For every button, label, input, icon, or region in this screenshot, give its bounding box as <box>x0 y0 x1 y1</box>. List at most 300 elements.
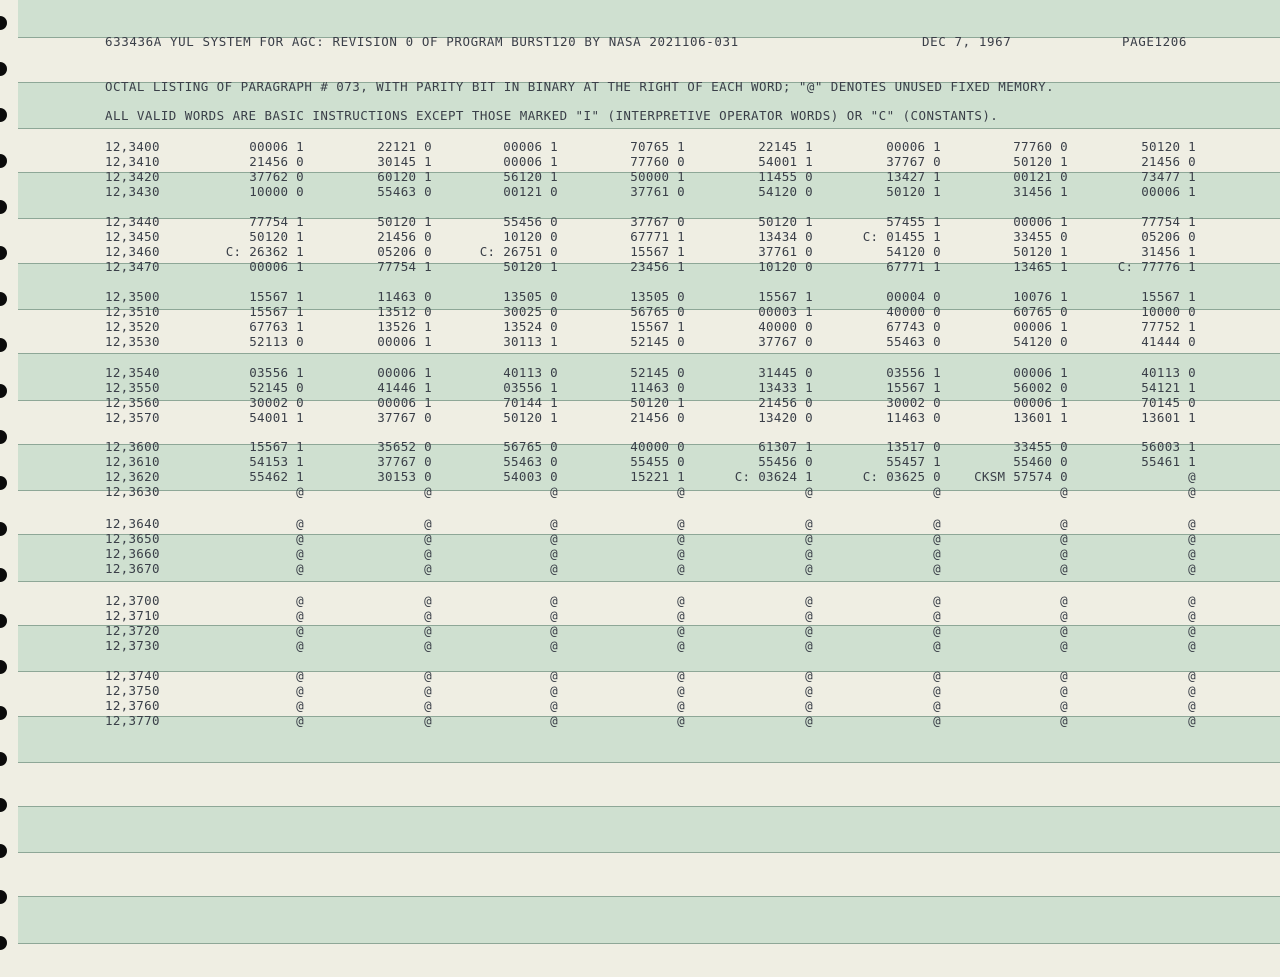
address-cell: 12,3500 <box>105 289 160 304</box>
address-cell: 12,3670 <box>105 561 160 576</box>
word-cell: C: 03624 1 <box>734 469 813 484</box>
word-cell: 55463 0 <box>377 184 432 199</box>
word-cell: 11463 0 <box>377 289 432 304</box>
word-cell: @ <box>1060 623 1068 638</box>
word-cell: 00006 1 <box>377 365 432 380</box>
word-cell: 31456 1 <box>1013 184 1068 199</box>
word-cell: 03556 1 <box>249 365 304 380</box>
word-cell: @ <box>550 561 558 576</box>
word-cell: @ <box>1060 698 1068 713</box>
green-bar <box>18 623 1280 671</box>
word-cell: 67743 0 <box>886 319 941 334</box>
word-cell: 00121 0 <box>1013 169 1068 184</box>
word-cell: 37761 0 <box>630 184 685 199</box>
word-cell: 70145 0 <box>1141 395 1196 410</box>
word-cell: 37767 0 <box>630 214 685 229</box>
word-cell: @ <box>424 484 432 499</box>
word-cell: 00003 1 <box>758 304 813 319</box>
word-cell: 77760 0 <box>1013 139 1068 154</box>
feed-hole <box>0 384 7 398</box>
feed-hole <box>0 614 7 628</box>
word-cell: @ <box>677 638 685 653</box>
word-cell: 13505 0 <box>630 289 685 304</box>
word-cell: 55456 0 <box>503 214 558 229</box>
word-cell: @ <box>677 561 685 576</box>
word-cell: CKSM 57574 0 <box>974 469 1068 484</box>
word-cell: @ <box>933 593 941 608</box>
word-cell: 10000 0 <box>1141 304 1196 319</box>
feed-hole <box>0 936 7 950</box>
word-cell: 55460 0 <box>1013 454 1068 469</box>
word-cell: @ <box>296 698 304 713</box>
word-cell: 40000 0 <box>758 319 813 334</box>
word-cell: @ <box>424 531 432 546</box>
word-cell: @ <box>805 698 813 713</box>
address-cell: 12,3740 <box>105 668 160 683</box>
tractor-feed-holes <box>0 0 14 977</box>
word-cell: 50120 1 <box>1013 154 1068 169</box>
feed-hole <box>0 752 7 766</box>
word-cell: 37767 0 <box>758 334 813 349</box>
word-cell: 10076 1 <box>1013 289 1068 304</box>
word-cell: C: 03625 0 <box>862 469 941 484</box>
word-cell: @ <box>805 593 813 608</box>
word-cell: @ <box>677 593 685 608</box>
feed-hole <box>0 16 7 30</box>
word-cell: @ <box>677 546 685 561</box>
word-cell: @ <box>805 683 813 698</box>
feed-hole <box>0 568 7 582</box>
green-bar <box>18 535 1280 581</box>
word-cell: 41446 1 <box>377 380 432 395</box>
word-cell: 00006 1 <box>1013 319 1068 334</box>
word-cell: 00006 1 <box>249 139 304 154</box>
word-cell: @ <box>805 638 813 653</box>
word-cell: @ <box>1060 546 1068 561</box>
word-cell: @ <box>677 668 685 683</box>
word-cell: @ <box>550 608 558 623</box>
word-cell: 60120 1 <box>377 169 432 184</box>
feed-hole <box>0 476 7 490</box>
word-cell: @ <box>933 638 941 653</box>
word-cell: @ <box>296 683 304 698</box>
word-cell: 11463 0 <box>886 410 941 425</box>
address-cell: 12,3710 <box>105 608 160 623</box>
word-cell: @ <box>550 531 558 546</box>
word-cell: 40113 0 <box>503 365 558 380</box>
word-cell: 37767 0 <box>886 154 941 169</box>
address-cell: 12,3550 <box>105 380 160 395</box>
word-cell: 21456 0 <box>1141 154 1196 169</box>
word-cell: 10120 0 <box>503 229 558 244</box>
word-cell: @ <box>805 531 813 546</box>
word-cell: 50120 1 <box>1141 139 1196 154</box>
word-cell: 21456 0 <box>249 154 304 169</box>
word-cell: @ <box>424 683 432 698</box>
word-cell: 10120 0 <box>758 259 813 274</box>
word-cell: 21456 0 <box>758 395 813 410</box>
rule <box>18 128 1280 129</box>
word-cell: @ <box>1060 638 1068 653</box>
rule <box>18 852 1280 853</box>
word-cell: @ <box>1188 608 1196 623</box>
word-cell: 00121 0 <box>503 184 558 199</box>
word-cell: 03556 1 <box>886 365 941 380</box>
word-cell: 31456 1 <box>1141 244 1196 259</box>
rule <box>18 581 1280 582</box>
word-cell: 35652 0 <box>377 439 432 454</box>
word-cell: 61307 1 <box>758 439 813 454</box>
word-cell: 70765 1 <box>630 139 685 154</box>
word-cell: 54003 0 <box>503 469 558 484</box>
word-cell: C: 77776 1 <box>1117 259 1196 274</box>
word-cell: @ <box>550 668 558 683</box>
word-cell: @ <box>1060 593 1068 608</box>
word-cell: 67771 1 <box>630 229 685 244</box>
address-cell: 12,3560 <box>105 395 160 410</box>
word-cell: 54120 0 <box>886 244 941 259</box>
feed-hole <box>0 62 7 76</box>
word-cell: @ <box>550 593 558 608</box>
word-cell: 55456 0 <box>758 454 813 469</box>
word-cell: 77754 1 <box>249 214 304 229</box>
word-cell: 57455 1 <box>886 214 941 229</box>
word-cell: @ <box>677 484 685 499</box>
word-cell: 67771 1 <box>886 259 941 274</box>
word-cell: 52145 0 <box>630 334 685 349</box>
word-cell: @ <box>550 698 558 713</box>
word-cell: 23456 1 <box>630 259 685 274</box>
word-cell: 30025 0 <box>503 304 558 319</box>
word-cell: @ <box>1060 484 1068 499</box>
word-cell: @ <box>805 608 813 623</box>
word-cell: @ <box>1188 469 1196 484</box>
word-cell: 54120 0 <box>1013 334 1068 349</box>
word-cell: 30002 0 <box>249 395 304 410</box>
word-cell: 56003 1 <box>1141 439 1196 454</box>
feed-hole <box>0 430 7 444</box>
word-cell: 13601 1 <box>1141 410 1196 425</box>
feed-hole <box>0 338 7 352</box>
word-cell: 15567 1 <box>1141 289 1196 304</box>
word-cell: @ <box>1188 683 1196 698</box>
word-cell: 30113 1 <box>503 334 558 349</box>
word-cell: @ <box>805 668 813 683</box>
word-cell: 00006 1 <box>377 395 432 410</box>
word-cell: 37767 0 <box>377 410 432 425</box>
word-cell: 00006 1 <box>886 139 941 154</box>
address-cell: 12,3750 <box>105 683 160 698</box>
word-cell: 54121 1 <box>1141 380 1196 395</box>
word-cell: 13526 1 <box>377 319 432 334</box>
word-cell: 50120 1 <box>886 184 941 199</box>
address-cell: 12,3620 <box>105 469 160 484</box>
word-cell: @ <box>550 623 558 638</box>
word-cell: 55457 1 <box>886 454 941 469</box>
word-cell: @ <box>805 561 813 576</box>
word-cell: 00006 1 <box>1013 214 1068 229</box>
address-cell: 12,3640 <box>105 516 160 531</box>
word-cell: 56765 0 <box>503 439 558 454</box>
word-cell: 13434 0 <box>758 229 813 244</box>
word-cell: @ <box>296 484 304 499</box>
address-cell: 12,3540 <box>105 365 160 380</box>
word-cell: @ <box>933 531 941 546</box>
word-cell: @ <box>1188 698 1196 713</box>
word-cell: 55455 0 <box>630 454 685 469</box>
address-cell: 12,3630 <box>105 484 160 499</box>
word-cell: @ <box>296 561 304 576</box>
word-cell: @ <box>1188 668 1196 683</box>
word-cell: 52145 0 <box>249 380 304 395</box>
word-cell: @ <box>424 546 432 561</box>
word-cell: @ <box>1188 484 1196 499</box>
address-cell: 12,3660 <box>105 546 160 561</box>
word-cell: 77760 0 <box>630 154 685 169</box>
address-cell: 12,3530 <box>105 334 160 349</box>
green-bar <box>18 807 1280 852</box>
listing-description-line-2: ALL VALID WORDS ARE BASIC INSTRUCTIONS EXCEPT THOSE MARKED "I" (INTERPRETIVE OPERATOR WORDS) OR "C" (CONSTANTS). <box>105 108 999 123</box>
address-cell: 12,3570 <box>105 410 160 425</box>
word-cell: @ <box>1188 531 1196 546</box>
word-cell: @ <box>933 698 941 713</box>
word-cell: 30153 0 <box>377 469 432 484</box>
word-cell: 77754 1 <box>377 259 432 274</box>
word-cell: 05206 0 <box>1141 229 1196 244</box>
feed-hole <box>0 890 7 904</box>
address-cell: 12,3760 <box>105 698 160 713</box>
word-cell: 60765 0 <box>1013 304 1068 319</box>
word-cell: 00006 1 <box>249 259 304 274</box>
word-cell: 52145 0 <box>630 365 685 380</box>
rule <box>18 671 1280 672</box>
word-cell: @ <box>1188 713 1196 728</box>
word-cell: 00006 1 <box>1013 365 1068 380</box>
word-cell: 55461 1 <box>1141 454 1196 469</box>
word-cell: 22121 0 <box>377 139 432 154</box>
address-cell: 12,3520 <box>105 319 160 334</box>
address-cell: 12,3600 <box>105 439 160 454</box>
feed-hole <box>0 522 7 536</box>
rule <box>18 490 1280 491</box>
word-cell: 40000 0 <box>886 304 941 319</box>
word-cell: 21456 0 <box>630 410 685 425</box>
word-cell: @ <box>933 713 941 728</box>
rule <box>18 762 1280 763</box>
address-cell: 12,3730 <box>105 638 160 653</box>
feed-hole <box>0 108 7 122</box>
word-cell: 56002 0 <box>1013 380 1068 395</box>
word-cell: 15221 1 <box>630 469 685 484</box>
word-cell: 37762 0 <box>249 169 304 184</box>
word-cell: 56765 0 <box>630 304 685 319</box>
address-cell: 12,3610 <box>105 454 160 469</box>
word-cell: 22145 1 <box>758 139 813 154</box>
address-cell: 12,3510 <box>105 304 160 319</box>
word-cell: 50120 1 <box>630 395 685 410</box>
feed-hole <box>0 844 7 858</box>
feed-hole <box>0 154 7 168</box>
word-cell: 13427 1 <box>886 169 941 184</box>
word-cell: @ <box>1188 623 1196 638</box>
word-cell: @ <box>424 561 432 576</box>
word-cell: 54001 1 <box>758 154 813 169</box>
word-cell: 30002 0 <box>886 395 941 410</box>
word-cell: @ <box>1060 531 1068 546</box>
word-cell: C: 26362 1 <box>225 244 304 259</box>
word-cell: @ <box>550 638 558 653</box>
word-cell: @ <box>933 623 941 638</box>
word-cell: @ <box>805 484 813 499</box>
word-cell: 13517 0 <box>886 439 941 454</box>
printout-sheet <box>18 0 1280 977</box>
address-cell: 12,3650 <box>105 531 160 546</box>
word-cell: @ <box>1188 638 1196 653</box>
word-cell: @ <box>424 593 432 608</box>
word-cell: 70144 1 <box>503 395 558 410</box>
word-cell: @ <box>1188 516 1196 531</box>
word-cell: @ <box>677 713 685 728</box>
word-cell: @ <box>424 668 432 683</box>
address-cell: 12,3400 <box>105 139 160 154</box>
address-cell: 12,3460 <box>105 244 160 259</box>
word-cell: 11455 0 <box>758 169 813 184</box>
word-cell: @ <box>1060 516 1068 531</box>
word-cell: 00006 1 <box>503 139 558 154</box>
word-cell: @ <box>424 516 432 531</box>
word-cell: @ <box>933 546 941 561</box>
word-cell: @ <box>805 516 813 531</box>
feed-hole <box>0 246 7 260</box>
word-cell: 13512 0 <box>377 304 432 319</box>
word-cell: @ <box>1060 683 1068 698</box>
address-cell: 12,3720 <box>105 623 160 638</box>
address-cell: 12,3440 <box>105 214 160 229</box>
word-cell: 15567 1 <box>886 380 941 395</box>
word-cell: 13433 1 <box>758 380 813 395</box>
word-cell: @ <box>424 713 432 728</box>
address-cell: 12,3700 <box>105 593 160 608</box>
word-cell: @ <box>424 638 432 653</box>
rule <box>18 943 1280 944</box>
word-cell: @ <box>805 623 813 638</box>
word-cell: @ <box>805 546 813 561</box>
word-cell: @ <box>805 713 813 728</box>
word-cell: 15567 1 <box>630 244 685 259</box>
word-cell: 50120 1 <box>503 410 558 425</box>
word-cell: 40000 0 <box>630 439 685 454</box>
header-page-number: PAGE1206 <box>1122 34 1188 49</box>
word-cell: 00006 1 <box>1141 184 1196 199</box>
word-cell: 50120 1 <box>758 214 813 229</box>
word-cell: 55463 0 <box>503 454 558 469</box>
word-cell: 15567 1 <box>249 439 304 454</box>
word-cell: 54001 1 <box>249 410 304 425</box>
word-cell: 52113 0 <box>249 334 304 349</box>
address-cell: 12,3430 <box>105 184 160 199</box>
word-cell: 55462 1 <box>249 469 304 484</box>
green-bar <box>18 717 1280 762</box>
word-cell: @ <box>296 668 304 683</box>
word-cell: @ <box>424 623 432 638</box>
word-cell: 50120 1 <box>377 214 432 229</box>
word-cell: @ <box>550 683 558 698</box>
word-cell: 73477 1 <box>1141 169 1196 184</box>
address-cell: 12,3770 <box>105 713 160 728</box>
word-cell: @ <box>1188 593 1196 608</box>
word-cell: 00006 1 <box>377 334 432 349</box>
word-cell: @ <box>296 593 304 608</box>
word-cell: @ <box>550 484 558 499</box>
word-cell: 11463 0 <box>630 380 685 395</box>
word-cell: 33455 0 <box>1013 439 1068 454</box>
word-cell: 15567 1 <box>249 304 304 319</box>
feed-hole <box>0 292 7 306</box>
word-cell: @ <box>296 713 304 728</box>
listing-description-line-1: OCTAL LISTING OF PARAGRAPH # 073, WITH PARITY BIT IN BINARY AT THE RIGHT OF EACH WORD; "@" DENOTES UNUSED FIXED MEMORY. <box>105 79 1055 94</box>
feed-hole <box>0 200 7 214</box>
word-cell: @ <box>296 608 304 623</box>
word-cell: 77754 1 <box>1141 214 1196 229</box>
word-cell: 37761 0 <box>758 244 813 259</box>
word-cell: @ <box>550 713 558 728</box>
word-cell: 05206 0 <box>377 244 432 259</box>
word-cell: 13465 1 <box>1013 259 1068 274</box>
word-cell: @ <box>933 561 941 576</box>
word-cell: 50120 1 <box>503 259 558 274</box>
word-cell: C: 26751 0 <box>479 244 558 259</box>
word-cell: @ <box>424 608 432 623</box>
word-cell: 37767 0 <box>377 454 432 469</box>
feed-hole <box>0 706 7 720</box>
word-cell: 40113 0 <box>1141 365 1196 380</box>
address-cell: 12,3420 <box>105 169 160 184</box>
header-program-title: 633436A YUL SYSTEM FOR AGC: REVISION 0 OF PROGRAM BURST120 BY NASA 2021106-031 <box>105 34 739 49</box>
word-cell: 55463 0 <box>886 334 941 349</box>
word-cell: @ <box>933 608 941 623</box>
word-cell: @ <box>1188 546 1196 561</box>
word-cell: 31445 0 <box>758 365 813 380</box>
word-cell: @ <box>550 546 558 561</box>
word-cell: @ <box>296 531 304 546</box>
word-cell: @ <box>677 608 685 623</box>
word-cell: @ <box>677 698 685 713</box>
word-cell: 13524 0 <box>503 319 558 334</box>
word-cell: 54153 1 <box>249 454 304 469</box>
word-cell: @ <box>1060 608 1068 623</box>
word-cell: 10000 0 <box>249 184 304 199</box>
word-cell: @ <box>933 668 941 683</box>
word-cell: @ <box>296 546 304 561</box>
address-cell: 12,3410 <box>105 154 160 169</box>
word-cell: 50120 1 <box>1013 244 1068 259</box>
word-cell: 50000 1 <box>630 169 685 184</box>
word-cell: @ <box>1188 561 1196 576</box>
word-cell: @ <box>550 516 558 531</box>
word-cell: 15567 1 <box>249 289 304 304</box>
word-cell: 33455 0 <box>1013 229 1068 244</box>
word-cell: 77752 1 <box>1141 319 1196 334</box>
word-cell: 30145 1 <box>377 154 432 169</box>
word-cell: @ <box>424 698 432 713</box>
word-cell: @ <box>677 683 685 698</box>
green-bar <box>18 897 1280 943</box>
word-cell: @ <box>933 516 941 531</box>
word-cell: 15567 1 <box>758 289 813 304</box>
word-cell: 15567 1 <box>630 319 685 334</box>
word-cell: C: 01455 1 <box>862 229 941 244</box>
word-cell: 13505 0 <box>503 289 558 304</box>
